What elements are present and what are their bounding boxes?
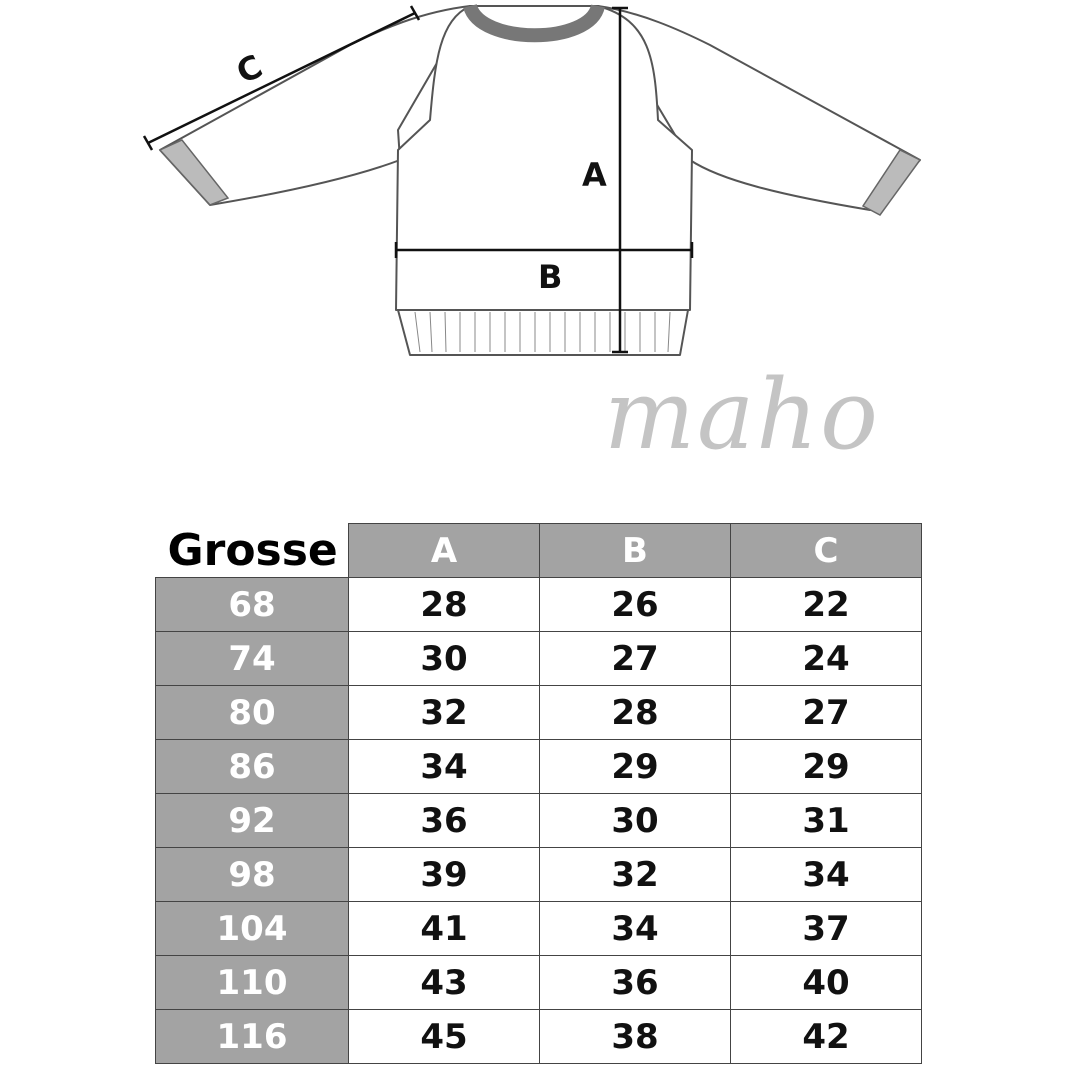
size-cell: 92 xyxy=(156,794,349,848)
value-cell-b: 36 xyxy=(540,956,731,1010)
value-cell-b: 28 xyxy=(540,686,731,740)
table-header-row xyxy=(156,524,922,578)
value-cell-c: 37 xyxy=(731,902,922,956)
value-cell-a: 43 xyxy=(349,956,540,1010)
table-row xyxy=(156,956,922,1010)
value-cell-c: 42 xyxy=(731,1010,922,1064)
value-cell-c: 27 xyxy=(731,686,922,740)
value-cell-b: 32 xyxy=(540,848,731,902)
value-cell-a: 28 xyxy=(349,578,540,632)
value-cell-b: 34 xyxy=(540,902,731,956)
value-cell-a: 30 xyxy=(349,632,540,686)
sweater-outline-icon xyxy=(0,0,1080,500)
size-table xyxy=(155,523,922,1064)
value-cell-b: 30 xyxy=(540,794,731,848)
maho-logo: maho xyxy=(604,359,880,471)
value-cell-c: 24 xyxy=(731,632,922,686)
size-cell: 80 xyxy=(156,686,349,740)
table-row xyxy=(156,902,922,956)
column-header-b: B xyxy=(540,524,731,578)
value-cell-b: 38 xyxy=(540,1010,731,1064)
value-cell-c: 34 xyxy=(731,848,922,902)
value-cell-b: 27 xyxy=(540,632,731,686)
value-cell-a: 41 xyxy=(349,902,540,956)
table-row xyxy=(156,1010,922,1064)
column-header-c: C xyxy=(731,524,922,578)
value-cell-a: 34 xyxy=(349,740,540,794)
value-cell-a: 45 xyxy=(349,1010,540,1064)
table-row xyxy=(156,794,922,848)
size-cell: 110 xyxy=(156,956,349,1010)
value-cell-a: 32 xyxy=(349,686,540,740)
sweater-measurement-diagram xyxy=(0,0,1080,500)
corner-label: Grosse xyxy=(156,524,349,578)
bottom-hem xyxy=(398,310,688,355)
column-header-a: A xyxy=(349,524,540,578)
value-cell-a: 36 xyxy=(349,794,540,848)
size-cell: 74 xyxy=(156,632,349,686)
size-cell: 116 xyxy=(156,1010,349,1064)
value-cell-b: 26 xyxy=(540,578,731,632)
size-cell: 104 xyxy=(156,902,349,956)
label-c: C xyxy=(230,46,269,92)
value-cell-c: 40 xyxy=(731,956,922,1010)
label-a: A xyxy=(582,156,607,194)
table-row xyxy=(156,848,922,902)
table-row xyxy=(156,686,922,740)
table-row xyxy=(156,740,922,794)
table-row xyxy=(156,632,922,686)
size-cell: 68 xyxy=(156,578,349,632)
table-row xyxy=(156,578,922,632)
value-cell-c: 29 xyxy=(731,740,922,794)
value-cell-b: 29 xyxy=(540,740,731,794)
size-cell: 86 xyxy=(156,740,349,794)
value-cell-c: 22 xyxy=(731,578,922,632)
size-cell: 98 xyxy=(156,848,349,902)
value-cell-a: 39 xyxy=(349,848,540,902)
label-b: B xyxy=(538,258,563,296)
value-cell-c: 31 xyxy=(731,794,922,848)
